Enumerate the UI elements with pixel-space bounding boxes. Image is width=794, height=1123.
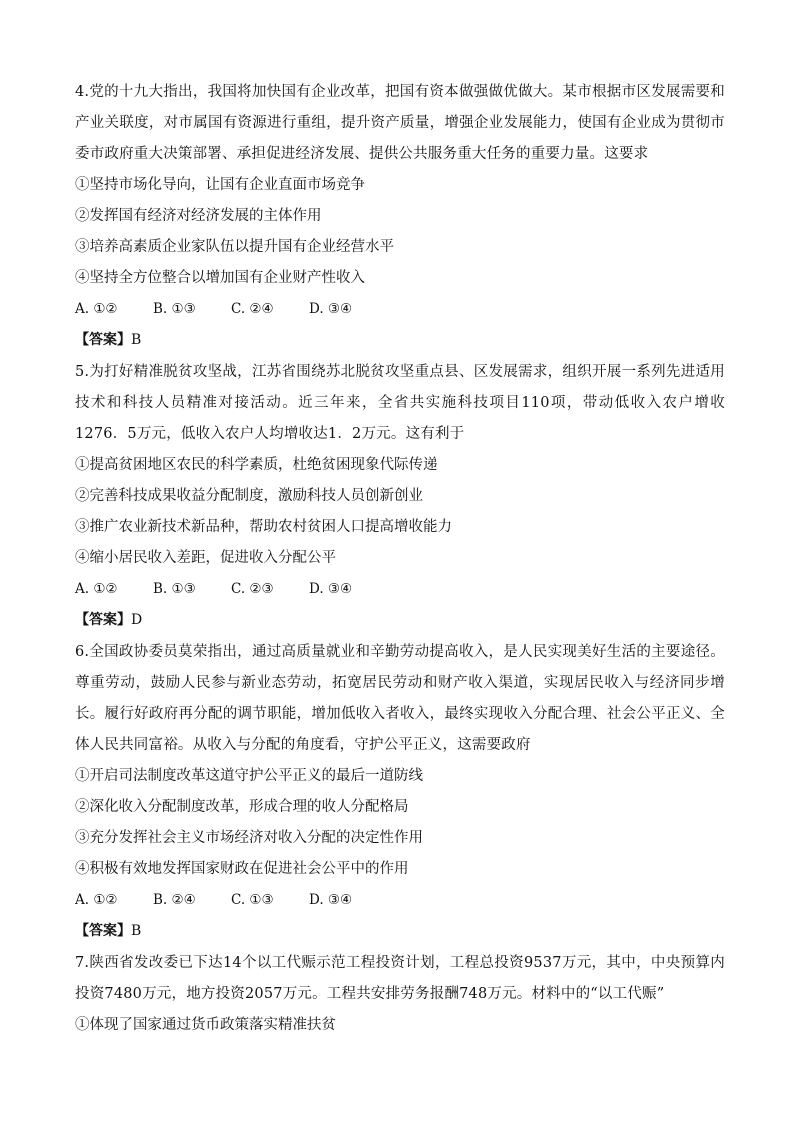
answer-choices: [75, 294, 725, 325]
answer-choices: [75, 574, 725, 605]
option-item: ④坚持全方位整合以增加国有企业财产性收入: [75, 270, 365, 286]
option-item: ④缩小居民收入差距，促进收入分配公平: [75, 550, 336, 566]
answer-value: B: [131, 332, 142, 348]
question-stem: 5.为打好精准脱贫攻坚战，江苏省围绕苏北脱贫攻坚重点县、区发展需求，组织开展一系列先进适用技术和科技人员精准对接活动。近三年来，全省共实施科技项目110项，带动低收入农户增收1276．5万元，低收入农户人均增收达1．2万元。这有利于: [75, 364, 725, 442]
option-item: ①开启司法制度改革这道守护公平正义的最后一道防线: [75, 768, 423, 784]
choice-c: C. ②③: [231, 581, 274, 597]
answer-line: [75, 325, 725, 356]
answer-label: 【答案】: [75, 923, 131, 939]
answer-value: D: [131, 612, 143, 628]
option-item: ①体现了国家通过货币政策落实精准扶贫: [75, 1017, 336, 1033]
choice-c: C. ①③: [231, 892, 274, 908]
choice-d: D. ③④: [309, 581, 353, 597]
option-item: ②发挥国有经济对经济发展的主体作用: [75, 208, 322, 224]
option-item: ④积极有效地发挥国家财政在促进社会公平中的作用: [75, 861, 409, 877]
choice-b: B. ②④: [153, 892, 196, 908]
option-item: ③充分发挥社会主义市场经济对收入分配的决定性作用: [75, 830, 423, 846]
choice-d: D. ③④: [309, 301, 353, 317]
question-5: [75, 357, 725, 636]
question-stem: 4.党的十九大指出，我国将加快国有企业改革，把国有资本做强做优做大。某市根据市区发展需要和产业关联度，对市属国有资源进行重组，提升资产质量，增强企业发展能力，使国有企业成为贯彻市委市政府重大决策部署、承担促进经济发展、提供公共服务重大任务的重要力量。这要求: [75, 84, 725, 162]
option-item: ③推广农业新技术新品种，帮助农村贫困人口提高增收能力: [75, 519, 452, 535]
answer-label: 【答案】: [75, 332, 131, 348]
option-item: ②完善科技成果收益分配制度，激励科技人员创新创业: [75, 488, 423, 504]
option-item: ②深化收入分配制度改革，形成合理的收人分配格局: [75, 799, 409, 815]
question-7: [75, 948, 725, 1041]
choice-c: C. ②④: [231, 301, 274, 317]
choice-d: D. ③④: [309, 892, 353, 908]
question-4: [75, 77, 725, 356]
question-stem: 6.全国政协委员莫荣指出，通过高质量就业和辛勤劳动提高收入，是人民实现美好生活的主要途径。尊重劳动，鼓励人民参与新业态劳动，拓宽居民劳动和财产收入渠道，实现居民收入与经济同步增长。履行好政府再分配的调节职能，增加低收入者收入，最终实现收入分配合理、社会公平正义、全体人民共同富裕。从收入与分配的角度看，守护公平正义，这需要政府: [75, 644, 725, 753]
answer-line: [75, 605, 725, 636]
option-item: ①坚持市场化导向，让国有企业直面市场竞争: [75, 177, 365, 193]
answer-value: B: [131, 923, 142, 939]
answer-label: 【答案】: [75, 612, 131, 628]
choice-a: A. ①②: [75, 301, 118, 317]
question-stem: 7.陕西省发改委已下达14个以工代赈示范工程投资计划，工程总投资9537万元，其中，中央预算内投资7480万元，地方投资2057万元。工程共安排劳务报酬748万元。材料中的“以工代赈”: [75, 955, 725, 1002]
option-item: ①提高贫困地区农民的科学素质，杜绝贫困现象代际传递: [75, 457, 438, 473]
choice-b: B. ①③: [153, 301, 196, 317]
question-6: [75, 637, 725, 947]
option-item: ③培养高素质企业家队伍以提升国有企业经营水平: [75, 239, 394, 255]
answer-line: [75, 916, 725, 947]
answer-choices: [75, 885, 725, 916]
choice-a: A. ①②: [75, 581, 118, 597]
choice-a: A. ①②: [75, 892, 118, 908]
choice-b: B. ①③: [153, 581, 196, 597]
